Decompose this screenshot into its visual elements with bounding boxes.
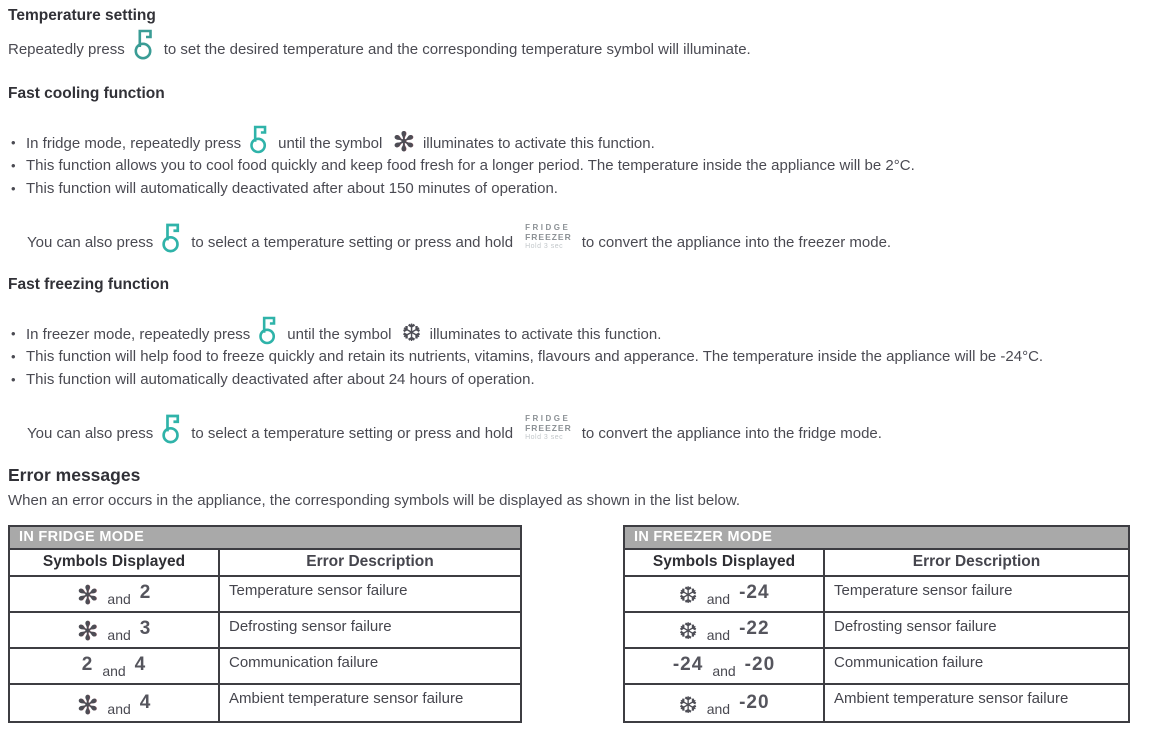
column-header-description: Error Description	[912, 553, 1041, 570]
heading-temperature-setting: Temperature setting	[8, 7, 156, 24]
temperature-setting-post: to set the desired temperature and the corresponding temperature symbol will illuminate.	[163, 41, 751, 58]
temperature-setting-pre: Repeatedly press	[8, 41, 125, 58]
freezing-note-line	[27, 399, 1162, 445]
error-description: Communication failure	[229, 654, 379, 671]
fridge-freezer-label-3: Hold 3 sec	[525, 434, 564, 441]
conjunction-label: and	[107, 627, 131, 643]
heading-fast-cooling: Fast cooling function	[8, 85, 165, 102]
fast-freezing-bullets	[8, 303, 1162, 391]
bullet-icon: •	[11, 326, 16, 341]
symbols-cell	[10, 685, 220, 721]
symbols-cell	[10, 577, 220, 611]
freezing-bullet-1-pre: In freezer mode, repeatedly press	[26, 326, 251, 343]
error-description: Communication failure	[834, 654, 984, 671]
symbols-cell	[625, 613, 825, 647]
snowflake-symbol-icon: ❆	[678, 692, 698, 718]
freezer-table-title: IN FREEZER MODE	[625, 527, 1128, 550]
snowflake-symbol-icon: ❆	[678, 582, 698, 608]
freezing-bullet-1-mid: until the symbol	[287, 326, 392, 343]
digit-symbol: 2	[81, 654, 94, 675]
digit-symbol: -22	[739, 618, 770, 639]
table-row	[10, 685, 520, 721]
bullet-icon: •	[11, 135, 16, 150]
fridge-freezer-label-1: FRIDGE	[525, 414, 571, 423]
bullet-icon: •	[11, 372, 16, 387]
symbols-cell	[625, 685, 825, 721]
conjunction-label: and	[706, 701, 731, 717]
digit-symbol: -24	[672, 654, 704, 675]
freezing-note-mid: to select a temperature setting or press and hold	[191, 425, 514, 442]
error-description: Ambient temperature sensor failure	[229, 690, 464, 707]
star-symbol-icon: ✻	[76, 690, 99, 720]
fridge-freezer-button-icon	[525, 223, 572, 252]
digit-symbol: -20	[739, 692, 770, 713]
error-table-freezer	[623, 525, 1130, 723]
conjunction-label: and	[107, 591, 131, 607]
temperature-setting-line	[8, 27, 1162, 61]
table-row	[625, 649, 1128, 685]
star-symbol-icon: ✻	[76, 616, 99, 646]
error-description: Temperature sensor failure	[834, 582, 1013, 599]
temperature-button-icon	[248, 123, 271, 154]
fast-freeze-symbol-icon: ❆	[401, 320, 422, 347]
bullet-icon: •	[11, 181, 16, 196]
digit-symbol: 4	[134, 654, 147, 675]
freezing-bullet-3	[8, 368, 1162, 391]
heading-error-messages: Error messages	[8, 465, 141, 485]
freezing-note-pre: You can also press	[27, 425, 154, 442]
digit-symbol: 4	[139, 692, 152, 713]
error-messages-intro: When an error occurs in the appliance, the corresponding symbols will be displayed as shown in the list below.	[8, 492, 741, 509]
fridge-table-header-row	[10, 550, 520, 577]
fridge-freezer-label-2: FREEZER	[525, 423, 572, 433]
freezing-bullet-2-text: This function will help food to freeze quickly and retain its nutrients, vitamins, flavours and apperance. The temperature inside the appliance will be -24°C.	[26, 348, 1044, 365]
column-header-symbols: Symbols Displayed	[10, 550, 220, 575]
star-symbol-icon: ✻	[76, 580, 99, 610]
symbols-cell	[625, 649, 825, 683]
cooling-note-post: to convert the appliance into the freezer mode.	[581, 234, 892, 251]
conjunction-label: and	[706, 591, 731, 607]
cooling-note-pre: You can also press	[27, 234, 154, 251]
digit-symbol: 2	[139, 582, 152, 603]
temperature-button-icon	[257, 314, 280, 345]
cooling-note-line	[27, 208, 1162, 254]
digit-symbol: 3	[139, 618, 152, 639]
temperature-button-icon	[160, 221, 184, 254]
freezing-bullet-1-post: illuminates to activate this function.	[429, 326, 662, 343]
freezing-bullet-3-text: This function will automatically deactivated after about 24 hours of operation.	[26, 371, 535, 388]
fridge-table-title: IN FRIDGE MODE	[10, 527, 520, 550]
fast-cool-symbol-icon: ✻	[392, 127, 415, 157]
cooling-bullet-2-text: This function allows you to cool food quickly and keep food fresh for a longer period. The temperature inside the appliance will be 2°C.	[26, 157, 915, 174]
cooling-note-mid: to select a temperature setting or press and hold	[191, 234, 514, 251]
error-table-fridge	[8, 525, 522, 723]
table-row	[625, 577, 1128, 613]
error-description: Defrosting sensor failure	[834, 618, 997, 635]
error-tables	[8, 525, 1162, 723]
conjunction-label: and	[706, 627, 731, 643]
table-row	[625, 685, 1128, 721]
fridge-freezer-button-icon	[525, 414, 572, 443]
symbols-cell	[625, 577, 825, 611]
table-row	[10, 649, 520, 685]
bullet-icon: •	[11, 158, 16, 173]
heading-fast-freezing: Fast freezing function	[8, 276, 170, 293]
cooling-bullet-1-post: illuminates to activate this function.	[422, 135, 655, 152]
bullet-icon: •	[11, 349, 16, 364]
table-row	[10, 577, 520, 613]
cooling-bullet-3-text: This function will automatically deactivated after about 150 minutes of operation.	[26, 180, 558, 197]
snowflake-symbol-icon: ❆	[678, 618, 698, 644]
fridge-freezer-label-3: Hold 3 sec	[525, 243, 564, 250]
fridge-freezer-label-1: FRIDGE	[525, 223, 571, 232]
table-row	[625, 613, 1128, 649]
conjunction-label: and	[102, 663, 126, 679]
fast-cooling-bullets	[8, 112, 1162, 200]
table-row	[10, 613, 520, 649]
symbols-cell	[10, 613, 220, 647]
cooling-bullet-1	[8, 112, 1162, 157]
freezer-table-header-row	[625, 550, 1128, 577]
freezing-bullet-2	[8, 345, 1162, 368]
digit-symbol: -20	[744, 654, 776, 675]
cooling-bullet-1-pre: In fridge mode, repeatedly press	[26, 135, 242, 152]
temperature-button-icon	[132, 27, 157, 61]
column-header-description: Error Description	[306, 553, 434, 570]
conjunction-label: and	[712, 663, 736, 679]
freezing-bullet-1	[8, 303, 1162, 345]
column-header-symbols: Symbols Displayed	[625, 550, 825, 575]
digit-symbol: -24	[739, 582, 770, 603]
symbols-cell	[10, 649, 220, 683]
temperature-button-icon	[160, 412, 184, 445]
error-description: Temperature sensor failure	[229, 582, 408, 599]
conjunction-label: and	[107, 701, 131, 717]
cooling-bullet-1-mid: until the symbol	[278, 135, 383, 152]
freezing-note-post: to convert the appliance into the fridge mode.	[581, 425, 882, 442]
error-description: Ambient temperature sensor failure	[834, 690, 1069, 707]
cooling-bullet-3	[8, 177, 1162, 200]
fridge-freezer-label-2: FREEZER	[525, 232, 572, 242]
error-description: Defrosting sensor failure	[229, 618, 392, 635]
cooling-bullet-2	[8, 154, 1162, 177]
